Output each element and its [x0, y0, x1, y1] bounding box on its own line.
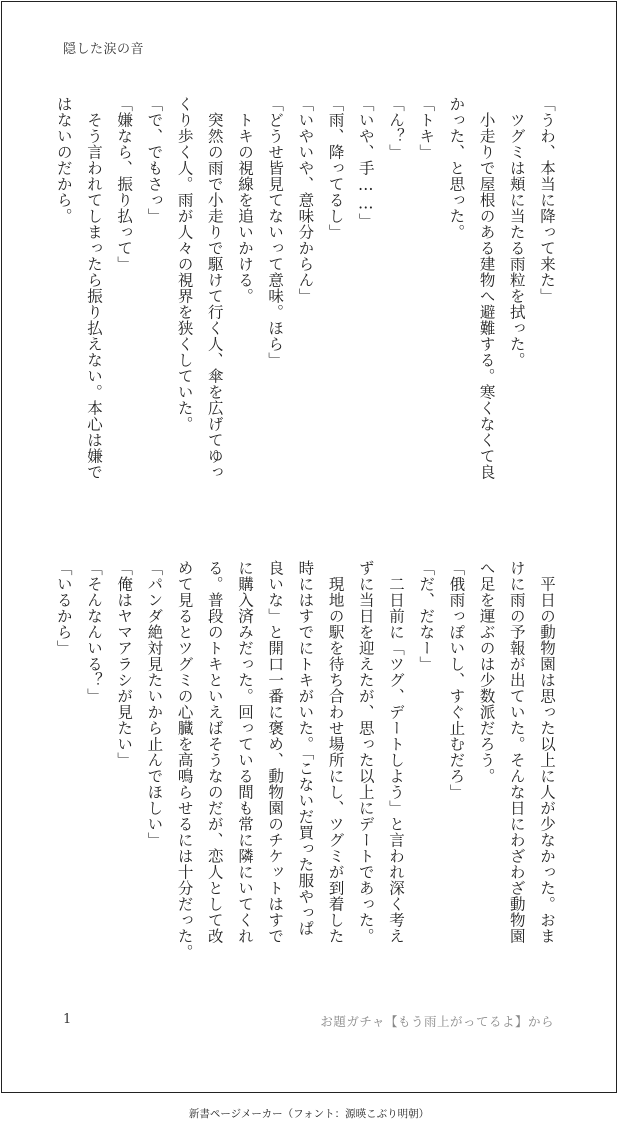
text-line: 「俄雨っぽいし、すぐ止むだろ」: [447, 560, 466, 800]
text-line: 現地の駅を待ち合わせ場所にし、ツグミが到着した: [326, 560, 345, 944]
text-line: 「で、でもさっ」: [145, 96, 164, 224]
text-line: トキの視線を追いかける。: [235, 96, 254, 304]
text-line: 「俺はヤマアラシが見たい」: [115, 560, 134, 768]
text-line: 「いやいや、意味分からん」: [296, 96, 315, 304]
text-line: 平日の動物園は思った以上に人が少なかった。おま: [538, 560, 556, 944]
text-line: 良いな」と開口一番に褒め、動物園のチケットはすで: [266, 560, 285, 944]
book-page: [1, 1, 617, 1093]
text-line: 「嫌なら、振り払って」: [115, 96, 134, 272]
text-line: ツグミは頬に当たる雨粒を拭った。: [507, 96, 526, 368]
text-line: る。普段のトキといえばそうなのだが、恋人として改: [205, 560, 224, 944]
upper-text-block: [56, 96, 562, 536]
text-line: くり歩く人。雨が人々の視界を狭くしていた。: [175, 96, 194, 432]
text-line: 「うわ、本当に降って来た」: [538, 96, 556, 304]
text-line: めて見るとツグミの心臓を高鳴らせるには十分だった。: [175, 560, 194, 960]
text-line: 「いや、手……」: [356, 96, 375, 229]
text-line: 時にはすでにトキがいた。「こないだ買った服やっぱ: [296, 560, 315, 937]
text-line: に購入済みだった。回っている間も常に隣にいてくれ: [235, 560, 254, 944]
text-line: ずに当日を迎えたが、思った以上にデートであった。: [356, 560, 375, 944]
text-line: けに雨の予報が出ていた。そんな日にわざわざ動物園: [507, 560, 526, 944]
text-line: 二日前に「ツグ、デートしよう」と言われ深く考え: [386, 560, 405, 944]
text-line: 「ん？」: [386, 96, 405, 160]
text-line: 「いるから」: [54, 560, 73, 656]
text-line: かった、と思った。: [447, 96, 466, 240]
text-line: 突然の雨で小走りで駆けて行く人、傘を広げてゆっ: [205, 96, 224, 480]
text-line: 「どうせ皆見てないって意味。ほら」: [266, 96, 285, 368]
text-line: 小走りで屋根のある建物へ避難する。寒くなくて良: [477, 96, 496, 480]
text-line: へ足を運ぶのは少数派だろう。: [477, 560, 496, 784]
text-line: 「雨、降ってるし」: [326, 96, 345, 240]
text-line: 「そんなんいる？」: [84, 560, 103, 704]
text-line: 「パンダ絶対見たいから止んでほしい」: [145, 560, 164, 848]
page-title: 隠した涙の音: [63, 42, 145, 57]
lower-text-block: [56, 560, 562, 1000]
text-line: そう言われてしまったら振り払えない。本心は嫌で: [84, 96, 103, 480]
footer-caption: 新書ページメーカー（フォント：源暎こぶり明朝）: [188, 1108, 430, 1120]
text-line: 「トキ」: [417, 96, 436, 160]
text-line: はないのだから。: [54, 96, 73, 224]
text-line: 「だ、だなー」: [417, 560, 436, 672]
page-number: 1: [63, 1012, 72, 1027]
source-credit: お題ガチャ【もう雨上がってるよ】から: [320, 1014, 554, 1029]
